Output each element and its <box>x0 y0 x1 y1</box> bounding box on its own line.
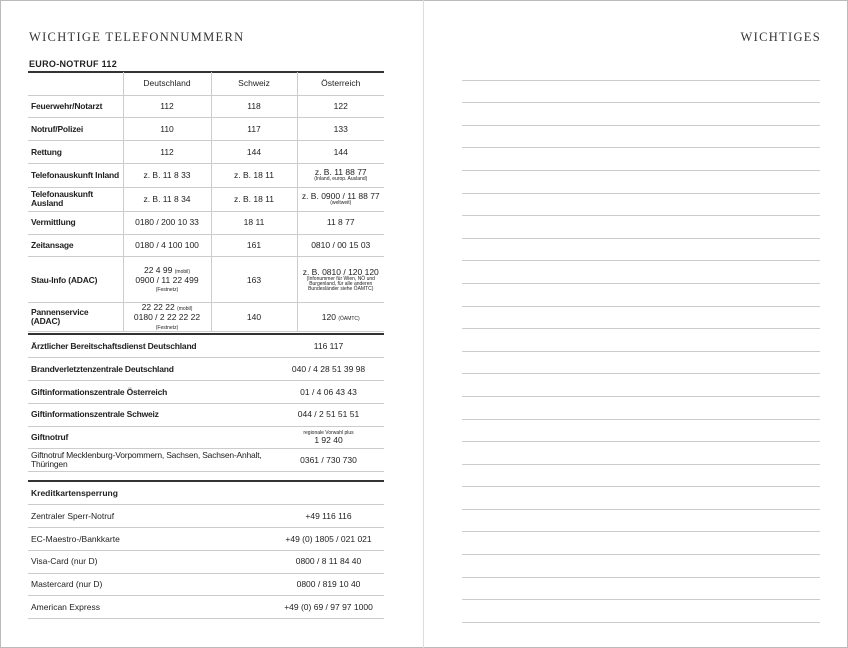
value-ch: 18 11 <box>211 211 297 234</box>
table-row <box>28 211 384 234</box>
header-cell-ch: Schweiz <box>211 72 297 95</box>
value-at <box>297 234 384 257</box>
value-at <box>297 211 384 234</box>
value-de: z. B. 11 8 33 <box>123 163 211 187</box>
de-note: (Festnetz) <box>155 324 179 331</box>
right-page-title: WICHTIGES <box>740 30 821 44</box>
value-de <box>123 257 211 303</box>
value-de: 0180 / 200 10 33 <box>123 211 211 234</box>
row-label: Giftnotruf Mecklenburg-Vorpommern, Sachsen, Sachsen-Anhalt, Thüringen <box>28 449 273 472</box>
value-at-number: z. B. 0900 / 11 88 77 <box>301 191 380 202</box>
row-label: Giftnotruf <box>28 426 273 449</box>
table-row <box>28 303 384 331</box>
table-header-row <box>28 72 384 95</box>
note-line <box>462 239 820 262</box>
row-label: EC-Maestro-/Bankkarte <box>28 528 273 551</box>
value-de: 112 <box>123 95 211 118</box>
value-number: 116 117 <box>313 340 344 351</box>
value-at-note: (Infonummer für Wien, NÖ und <box>306 275 375 282</box>
value-at-number: 133 <box>333 123 348 134</box>
note-line <box>462 352 820 375</box>
row-label: Feuerwehr/Notarzt <box>28 95 123 118</box>
value-de: 0180 / 4 100 100 <box>123 234 211 257</box>
row-label: Stau-Info (ADAC) <box>28 257 123 303</box>
note-line <box>462 216 820 239</box>
de-number: 22 4 99 <box>143 265 173 276</box>
value-note: regionale Vorwahl plus <box>303 429 354 436</box>
value-number: 040 / 4 28 51 39 98 <box>291 363 366 374</box>
left-page-title: WICHTIGE TELEFONNUMMERN <box>29 30 245 44</box>
row-value: +49 (0) 69 / 97 97 1000 <box>273 596 384 619</box>
header-cell <box>28 72 123 95</box>
table-row <box>28 95 384 118</box>
table-row <box>28 234 384 257</box>
notes-lines <box>462 58 820 623</box>
de-note: (mobil) <box>174 269 191 276</box>
de-line <box>127 313 208 331</box>
page-gutter <box>423 0 424 648</box>
row-label: Mastercard (nur D) <box>28 573 273 596</box>
note-line <box>462 81 820 104</box>
value-number: 044 / 2 51 51 51 <box>297 409 360 420</box>
de-line <box>127 276 208 294</box>
table-row <box>28 596 384 619</box>
value-at-number: 120 <box>321 311 336 322</box>
de-number: 0180 / 2 22 22 22 <box>133 311 201 322</box>
row-label: Brandverletztenzentrale Deutschland <box>28 358 273 381</box>
row-label: Pannenservice (ADAC) <box>28 303 123 331</box>
row-label: Telefonauskunft Inland <box>28 163 123 187</box>
note-line <box>462 126 820 149</box>
value-at-note: Bundesländer siehe ÖAMTC) <box>308 286 374 293</box>
note-line <box>462 465 820 488</box>
row-value <box>273 403 384 426</box>
value-at-number: 11 8 77 <box>326 217 355 228</box>
value-number: 1 92 40 <box>314 434 343 445</box>
note-line <box>462 194 820 217</box>
table-row <box>28 335 384 358</box>
note-line <box>462 600 820 623</box>
de-number: 22 22 22 <box>141 302 175 313</box>
note-line <box>462 171 820 194</box>
value-ch: 117 <box>211 118 297 141</box>
de-number: 0900 / 11 22 499 <box>135 274 199 285</box>
value-at-number: 0810 / 00 15 03 <box>311 240 371 251</box>
value-at-note: Burgenland, für alle anderen <box>309 280 373 287</box>
row-label: Rettung <box>28 141 123 164</box>
row-value: 0800 / 819 10 40 <box>273 573 384 596</box>
table-row <box>28 449 384 472</box>
value-at-number: z. B. 11 88 77 <box>314 167 367 178</box>
value-ch: 161 <box>211 234 297 257</box>
note-line <box>462 329 820 352</box>
note-line <box>462 284 820 307</box>
row-label: Notruf/Polizei <box>28 118 123 141</box>
table-row <box>28 403 384 426</box>
value-number: 01 / 4 06 43 43 <box>300 386 357 397</box>
value-at-number: 144 <box>333 146 348 157</box>
row-label: Giftinformationszentrale Österreich <box>28 381 273 404</box>
value-ch: 144 <box>211 141 297 164</box>
row-label: Vermittlung <box>28 211 123 234</box>
header-cell-at: Österreich <box>297 72 384 95</box>
note-line <box>462 103 820 126</box>
row-value <box>273 358 384 381</box>
note-line <box>462 261 820 284</box>
value-at-number: z. B. 0810 / 120 120 <box>302 266 379 277</box>
table-row <box>28 381 384 404</box>
row-label: Zentraler Sperr-Notruf <box>28 505 273 528</box>
row-label: Giftinformationszentrale Schweiz <box>28 403 273 426</box>
value-at-note: (weltweit) <box>330 200 352 207</box>
de-note: (mobil) <box>177 306 193 313</box>
value-at <box>297 163 384 187</box>
value-ch: 140 <box>211 303 297 331</box>
value-ch: 163 <box>211 257 297 303</box>
note-line <box>462 578 820 601</box>
service-table <box>28 335 384 472</box>
row-value <box>273 449 384 472</box>
table-row <box>28 573 384 596</box>
note-line <box>462 148 820 171</box>
row-label: American Express <box>28 596 273 619</box>
table-row <box>28 426 384 449</box>
note-line <box>462 555 820 578</box>
table-row <box>28 358 384 381</box>
value-at-note: (Inland, europ. Ausland) <box>314 176 368 183</box>
row-label: Telefonauskunft Ausland <box>28 187 123 211</box>
value-at <box>297 257 384 303</box>
value-ch: 118 <box>211 95 297 118</box>
euro-notruf-label: EURO-NOTRUF 112 <box>29 59 118 69</box>
note-line <box>462 487 820 510</box>
table-row <box>28 141 384 164</box>
value-de: z. B. 11 8 34 <box>123 187 211 211</box>
note-line <box>462 442 820 465</box>
row-label: Ärztlicher Bereitschaftsdienst Deutschland <box>28 335 273 358</box>
note-line <box>462 420 820 443</box>
row-value <box>273 381 384 404</box>
value-de <box>123 303 211 331</box>
row-value: +49 116 116 <box>273 505 384 528</box>
note-line <box>462 397 820 420</box>
value-at-number: 122 <box>333 100 348 111</box>
note-line <box>462 374 820 397</box>
row-label: Zeitansage <box>28 234 123 257</box>
table-row <box>28 482 384 505</box>
value-at-note: (ÖAMTC) <box>338 315 360 322</box>
de-note: (Festnetz) <box>155 287 179 294</box>
row-label: Visa-Card (nur D) <box>28 550 273 573</box>
table-row <box>28 187 384 211</box>
value-at <box>297 95 384 118</box>
table-row <box>28 118 384 141</box>
note-line <box>462 510 820 533</box>
note-line <box>462 532 820 555</box>
row-value: 0800 / 8 11 84 40 <box>273 550 384 573</box>
table-row <box>28 163 384 187</box>
row-value <box>273 426 384 449</box>
credit-card-table <box>28 482 384 619</box>
value-at <box>297 187 384 211</box>
note-line <box>462 307 820 330</box>
value-at <box>297 118 384 141</box>
value-at <box>297 303 384 331</box>
header-cell-de: Deutschland <box>123 72 211 95</box>
emergency-table <box>28 72 384 332</box>
value-at <box>297 141 384 164</box>
row-value <box>273 335 384 358</box>
value-number: 0361 / 730 730 <box>300 454 357 465</box>
table-row <box>28 528 384 551</box>
row-value: +49 (0) 1805 / 021 021 <box>273 528 384 551</box>
value-ch: z. B. 18 11 <box>211 187 297 211</box>
table-row <box>28 505 384 528</box>
table-row <box>28 550 384 573</box>
value-de: 110 <box>123 118 211 141</box>
table-row <box>28 257 384 303</box>
card-heading: Kreditkartensperrung <box>28 482 273 505</box>
value-de: 112 <box>123 141 211 164</box>
value-ch: z. B. 18 11 <box>211 163 297 187</box>
note-line <box>462 58 820 81</box>
